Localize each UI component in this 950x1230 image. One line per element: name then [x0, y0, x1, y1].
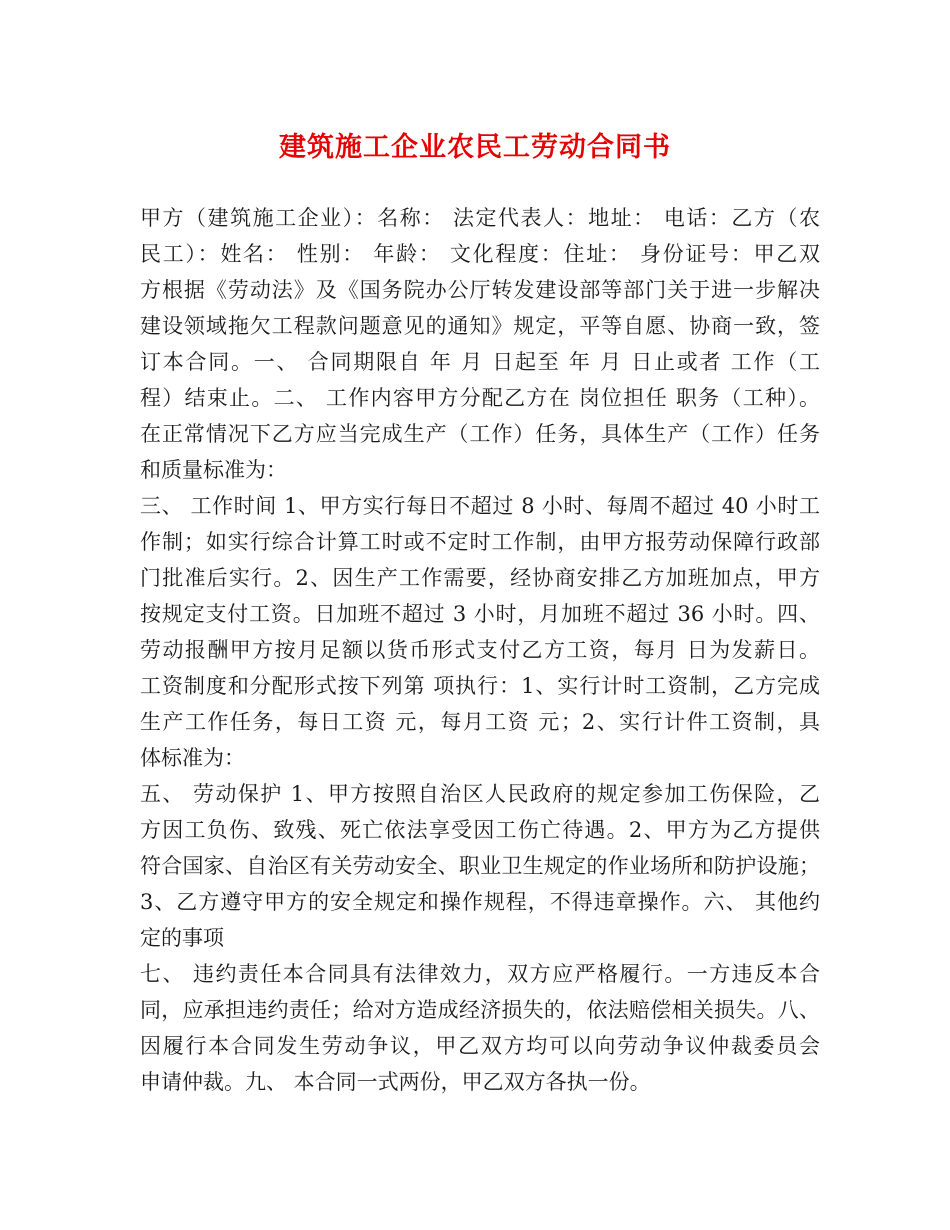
body-line: 定的事项: [140, 926, 224, 950]
body-line: 五、 劳动保护 1、甲方按照自治区人民政府的规定参加工伤保险，乙: [140, 782, 820, 806]
body-line: 在正常情况下乙方应当完成生产（工作）任务，具体生产（工作）任务: [140, 422, 820, 446]
body-line: 方根据《劳动法》及《国务院办公厅转发建设部等部门关于进一步解决: [140, 278, 820, 302]
document-title: 建筑施工企业农民工劳动合同书: [279, 132, 671, 163]
body-line: 建设领域拖欠工程款问题意见的通知》规定，平等自愿、协商一致，签: [140, 314, 820, 338]
body-line: 三、 工作时间 1、甲方实行每日不超过 8 小时、每周不超过 40 小时工: [140, 494, 820, 518]
body-line: 同，应承担违约责任；给对方造成经济损失的，依法赔偿相关损失。八、: [140, 998, 820, 1022]
body-line: 民工）：姓名： 性别： 年龄： 文化程度：住址： 身份证号：甲乙双: [140, 242, 820, 266]
body-line: 七、 违约责任本合同具有法律效力，双方应严格履行。一方违反本合: [140, 962, 820, 986]
body-line: 体标准为：: [140, 746, 245, 770]
body-line: 作制；如实行综合计算工时或不定时工作制，由甲方报劳动保障行政部: [140, 530, 820, 554]
body-line: 订本合同。一、 合同期限自 年 月 日起至 年 月 日止或者 工作（工: [140, 350, 820, 374]
body-line: 因履行本合同发生劳动争议，甲乙双方均可以向劳动争议仲裁委员会: [140, 1034, 820, 1058]
body-line: 工资制度和分配形式按下列第 项执行：1、实行计时工资制，乙方完成: [140, 674, 820, 698]
body-line: 3、乙方遵守甲方的安全规定和操作规程，不得违章操作。六、 其他约: [140, 890, 820, 914]
body-line: 甲方（建筑施工企业）：名称： 法定代表人：地址： 电话：乙方（农: [140, 206, 820, 230]
body-line: 和质量标准为：: [140, 458, 287, 482]
body-line: 程）结束止。二、 工作内容甲方分配乙方在 岗位担任 职务（工种）。: [140, 386, 820, 410]
body-line: 按规定支付工资。日加班不超过 3 小时，月加班不超过 36 小时。四、: [140, 602, 820, 626]
body-line: 劳动报酬甲方按月足额以货币形式支付乙方工资，每月 日为发薪日。: [140, 638, 820, 662]
body-line: 门批准后实行。2、因生产工作需要，经协商安排乙方加班加点，甲方: [140, 566, 820, 590]
body-line: 符合国家、自治区有关劳动安全、职业卫生规定的作业场所和防护设施；: [140, 854, 820, 878]
body-line: 方因工负伤、致残、死亡依法享受因工伤亡待遇。2、甲方为乙方提供: [140, 818, 820, 842]
body-line: 生产工作任务，每日工资 元，每月工资 元；2、实行计件工资制，具: [140, 710, 820, 734]
body-line: 申请仲裁。九、 本合同一式两份，甲乙双方各执一份。: [140, 1070, 651, 1094]
